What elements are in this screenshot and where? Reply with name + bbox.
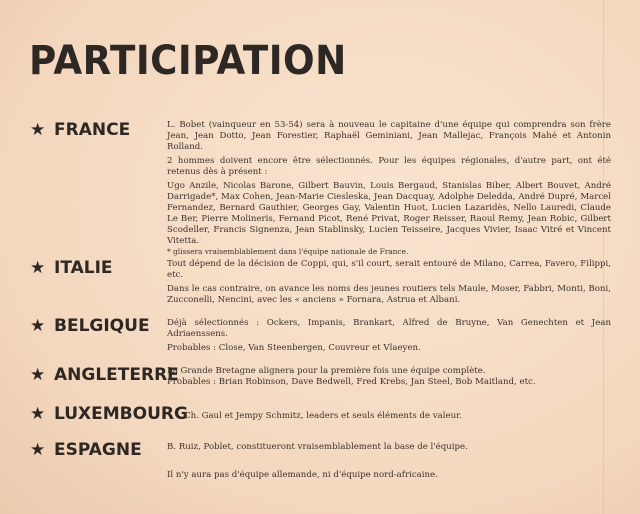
star-icon: ★ xyxy=(30,258,46,278)
paragraph: Ugo Anzile, Nicolas Barone, Gilbert Bauvin, Louis Bergaud, Stanislas Biber, Albert Bouvet, André Darrigade*, Max Cohen, Jean-Marie Ciesleska, Jean Dacquay, Adolphe Deledda, André Dupré, Marcel Fernandez, Bernard Gauthier, Georges Gay, Valentin Huot, Lucien Lazaridès, Nello Lauredi, Claude Le Ber, Pierre Molineris, Fernand Picot, René Privat, Roger Reisser, Raoul Remy, Jean Robic, Gilbert Scodeller, Francis Signenza, Jean Stablinsky, Lucien Teisseire, Jacques Vivier, Isaac Vitré et Vincent Vitetta. xyxy=(167,181,611,246)
section-luxembourg: Ch. Gaul et Jempy Schmitz, leaders et seuls éléments de valeur. xyxy=(184,411,463,421)
country-heading-luxembourg xyxy=(30,404,188,424)
section-espagne: B. Ruiz, Poblet, constitueront vraisemblablement la base de l'équipe. xyxy=(167,442,468,452)
section-france xyxy=(167,120,611,260)
country-name: BELGIQUE xyxy=(54,316,150,336)
country-heading-france xyxy=(30,120,130,140)
paragraph: Probables : Brian Robinson, Dave Bedwell, Fred Krebs, Jan Steel, Bob Maitland, etc. xyxy=(167,377,536,387)
star-icon: ★ xyxy=(30,404,46,424)
footnote: * glissera vraisemblablement dans l'équipe nationale de France. xyxy=(167,247,409,256)
paragraph: La Grande Bretagne alignera pour la première fois une équipe complète. xyxy=(167,366,486,376)
star-icon: ★ xyxy=(30,365,46,385)
star-icon: ★ xyxy=(30,440,46,460)
paragraph: Probables : Close, Van Steenbergen, Couvreur et Vlaeyen. xyxy=(167,343,421,353)
section-angleterre xyxy=(167,366,611,391)
country-name: FRANCE xyxy=(54,120,131,140)
page-title: PARTICIPATION xyxy=(29,38,347,84)
country-heading-belgique xyxy=(30,316,150,336)
star-icon: ★ xyxy=(30,316,46,336)
paragraph: 2 hommes doivent encore être sélectionnés. Pour les équipes régionales, d'autre part, ont été retenus dès à présent : xyxy=(167,156,611,177)
star-icon: ★ xyxy=(30,120,46,140)
paragraph: Tout dépend de la décision de Coppi, qui, s'il court, serait entouré de Milano, Carrea, Favero, Filippi, etc. xyxy=(167,259,611,280)
section-belgique xyxy=(167,318,611,357)
country-heading-espagne xyxy=(30,440,142,460)
paragraph: L. Bobet (vainqueur en 53-54) sera à nouveau le capitaine d'une équipe qui comprendra son frère Jean, Jean Dotto, Jean Forestier, Raphaël Geminiani, Jean Mallejac, François Mahé et Antonin Rolland. xyxy=(167,120,611,152)
country-name: ANGLETERRE xyxy=(54,365,179,385)
section-italie xyxy=(167,259,611,309)
country-heading-angleterre xyxy=(30,365,179,385)
footer-note: Il n'y aura pas d'équipe allemande, ni d'équipe nord-africaine. xyxy=(167,470,438,480)
paragraph: Déjà sélectionnés : Ockers, Impanis, Brankart, Alfred de Bruyne, Van Genechten et Jean Adriaenssens. xyxy=(167,318,611,339)
country-name: ITALIE xyxy=(54,258,113,278)
paragraph: Dans le cas contraire, on avance les noms des jeunes routiers tels Maule, Moser, Fabbri, Monti, Boni, Zucconelli, Nencini, avec les « anciens » Fornara, Astrua et Albani. xyxy=(167,284,611,305)
country-name: LUXEMBOURG xyxy=(54,404,188,424)
country-name: ESPAGNE xyxy=(54,440,142,460)
country-heading-italie xyxy=(30,258,113,278)
